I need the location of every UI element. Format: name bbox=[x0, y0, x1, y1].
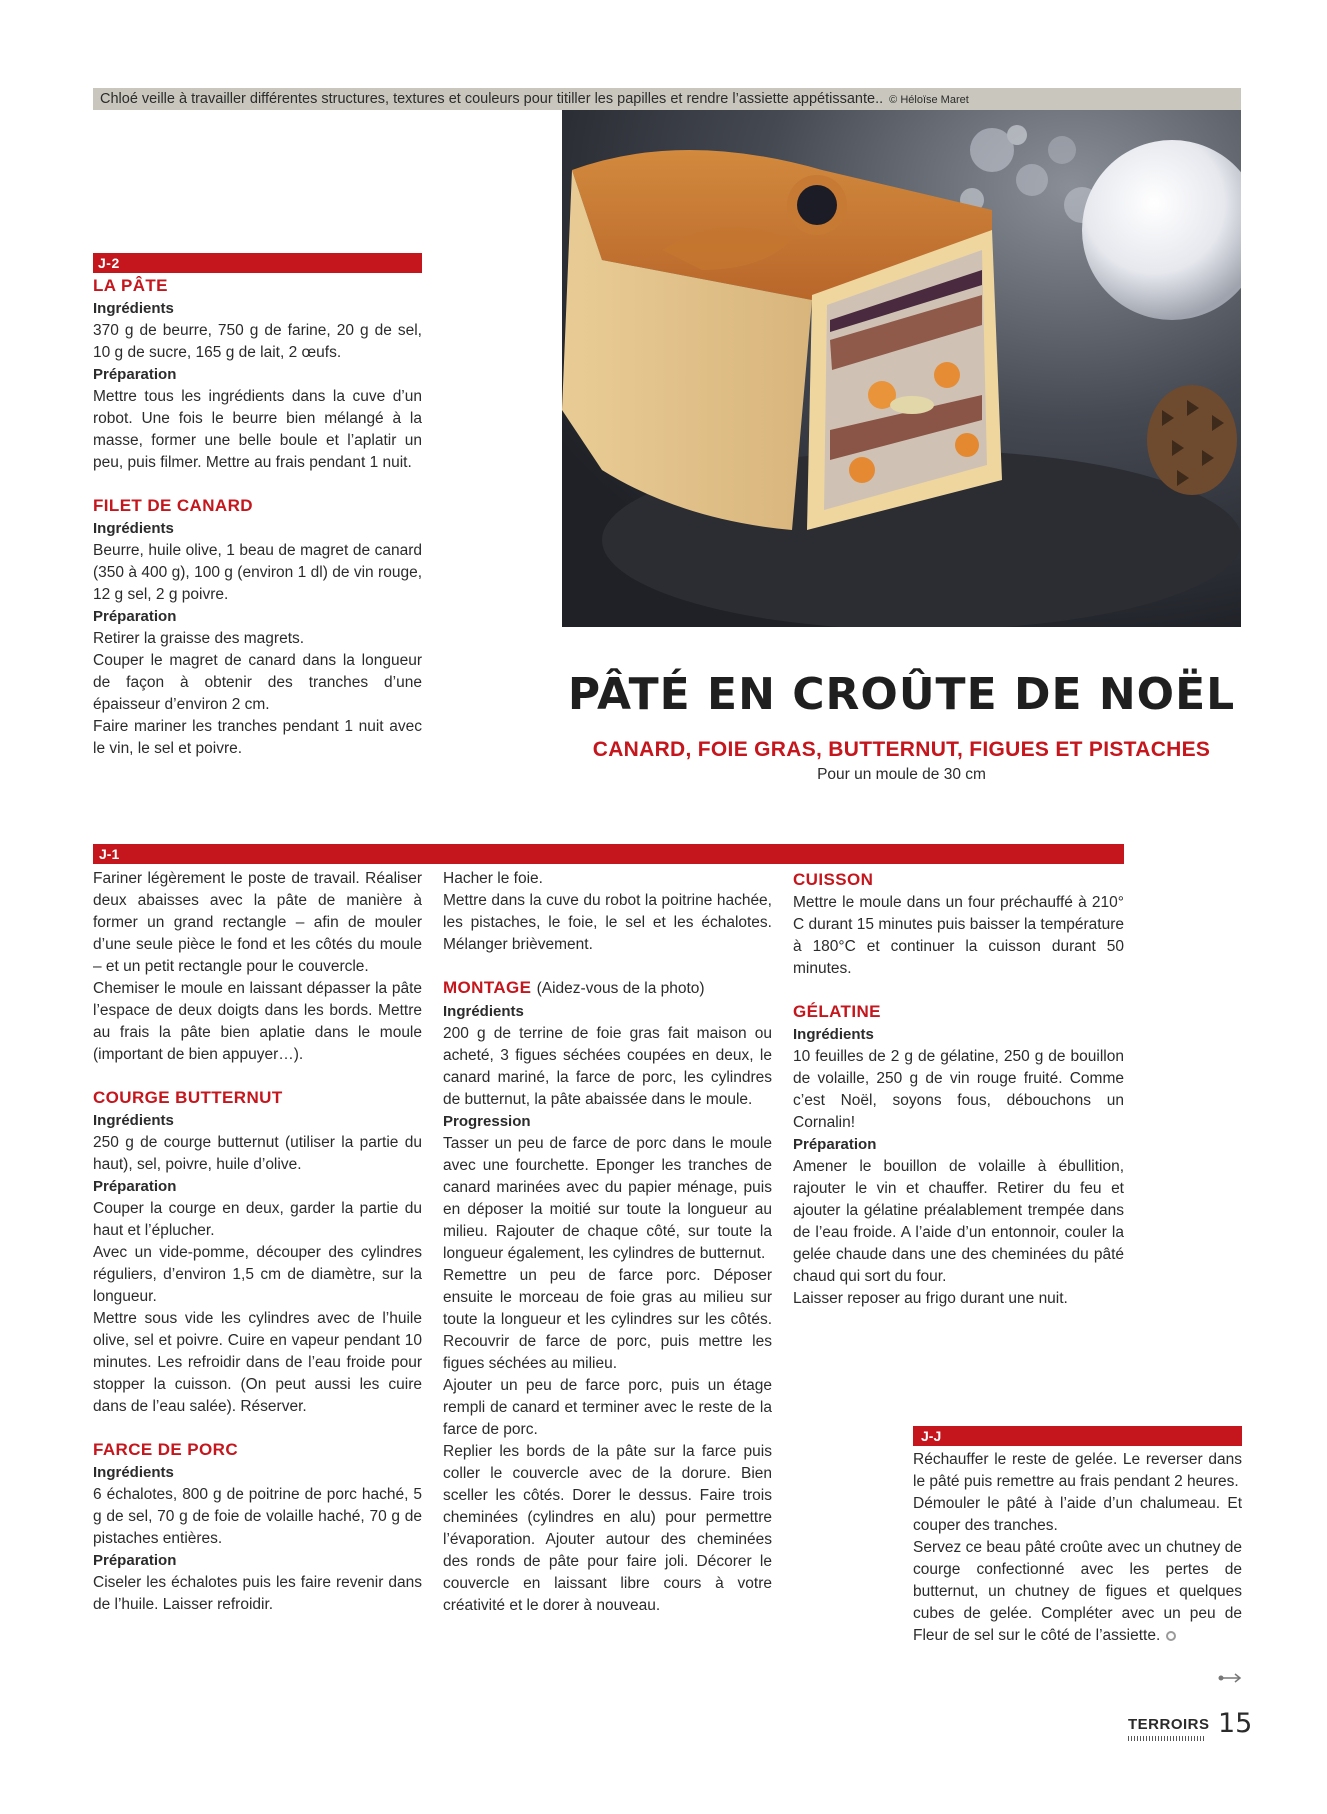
montage-note: (Aidez-vous de la photo) bbox=[536, 980, 705, 997]
j2-bar: J-2 bbox=[93, 253, 422, 273]
pate-photo bbox=[562, 110, 1241, 627]
montage-progression-label: Progression bbox=[443, 1113, 531, 1130]
pate-preparation: Mettre tous les ingrédients dans la cuve d’un robot. Une fois le beurre bien mélangé à la masse, former une belle boule et l’aplatir un peu, puis filmer. Mettre au frais pendant 1 nuit. bbox=[93, 388, 422, 471]
farce-ingredients-label: Ingrédients bbox=[93, 1464, 174, 1481]
farce-preparation-label: Préparation bbox=[93, 1552, 177, 1569]
farce-prep-1: Ciseler les échalotes puis les faire revenir dans de l’huile. Laisser refroidir. bbox=[93, 1574, 422, 1613]
arrow-right-icon bbox=[1218, 1672, 1242, 1684]
jj-bar: J-J bbox=[913, 1426, 1242, 1446]
gelatine-preparation-label: Préparation bbox=[793, 1136, 877, 1153]
courge-prep-1: Couper la courge en deux, garder la partie du haut et l’éplucher. bbox=[93, 1200, 422, 1239]
footer-rule bbox=[1128, 1736, 1206, 1741]
jj-text-3 bbox=[913, 1537, 1242, 1647]
j1-column-c bbox=[793, 868, 1124, 1310]
montage-title: MONTAGE bbox=[443, 978, 532, 997]
montage-ingredients-label: Ingrédients bbox=[443, 1003, 524, 1020]
cuisson-text: Mettre le moule dans un four préchauffé à 210° C durant 15 minutes puis baisser la température à 180°C et continuer la cuisson durant 50 minutes. bbox=[793, 894, 1124, 977]
page-number: 15 bbox=[1218, 1708, 1253, 1739]
jj-text-3-body: Servez ce beau pâté croûte avec un chutney de courge confectionné avec les pertes de butternut, un chutney de figues et quelques cubes de gelée. Compléter avec un peu de Fleur de sel sur le côté de l’assiette. bbox=[913, 1539, 1242, 1644]
farce-ingredients: 6 échalotes, 800 g de poitrine de porc haché, 5 g de sel, 70 g de foie de volaille haché, 70 g de pistaches entières. bbox=[93, 1486, 422, 1547]
canard-ingredients: Beurre, huile olive, 1 beau de magret de canard (350 à 400 g), 100 g (environ 1 dl) de vin rouge, 12 g sel, 2 g poivre. bbox=[93, 542, 422, 603]
courge-preparation-label: Préparation bbox=[93, 1178, 177, 1195]
pate-heading: LA PÂTE bbox=[93, 276, 168, 295]
photo-caption bbox=[93, 88, 1241, 110]
gelatine-ingredients: 10 feuilles de 2 g de gélatine, 250 g de bouillon de volaille, 250 g de vin rouge fruité. Comme c’est Noël, soyons fous, débouchons un Cornalin! bbox=[793, 1048, 1124, 1131]
j1-intro-1: Fariner légèrement le poste de travail. Réaliser deux abaisses avec la pâte de manière à former un grand rectangle – afin de mouler d’une seule pièce le fond et les côtés du moule – et un petit rectangle pour le couvercle. bbox=[93, 870, 422, 975]
farce-heading: FARCE DE PORC bbox=[93, 1440, 238, 1459]
farce-prep-2: Hacher le foie. bbox=[443, 870, 543, 887]
pate-ingredients: 370 g de beurre, 750 g de farine, 20 g de sel, 10 g de sucre, 165 g de lait, 2 œufs. bbox=[93, 322, 422, 361]
courge-prep-2: Avec un vide-pomme, découper des cylindres réguliers, d’environ 1,5 cm de diamètre, sur la longueur. bbox=[93, 1244, 422, 1305]
jj-text-2: Démouler le pâté à l’aide d’un chalumeau. Et couper des tranches. bbox=[913, 1495, 1242, 1534]
montage-prog-2: Remettre un peu de farce porc. Déposer ensuite le morceau de foie gras au milieu sur toute la longueur et les cylindres sur les côtés. Recouvrir de farce de porc, puis mettre les figues séchées au milieu. bbox=[443, 1267, 772, 1372]
cuisson-heading: CUISSON bbox=[793, 870, 874, 889]
canard-prep-3: Faire mariner les tranches pendant 1 nuit avec le vin, le sel et poivre. bbox=[93, 718, 422, 757]
montage-heading bbox=[443, 976, 772, 1001]
farce-prep-3: Mettre dans la cuve du robot la poitrine hachée, les pistaches, le foie, le sel et les échalotes. Mélanger brièvement. bbox=[443, 892, 772, 953]
j2-column bbox=[93, 253, 422, 760]
courge-ingredients-label: Ingrédients bbox=[93, 1112, 174, 1129]
recipe-subtitle: CANARD, FOIE GRAS, BUTTERNUT, FIGUES ET PISTACHES bbox=[592, 738, 1211, 761]
page-footer bbox=[1120, 1708, 1253, 1744]
montage-prog-4: Replier les bords de la pâte sur la farce puis coller le couvercle avec de la dorure. Bien sceller les côtés. Dorer le dessus. Faire trois cheminées (cylindres en alu) pour permettre l’évaporation. Ajouter autour des cheminées des ronds de pâte pour faire joli. Décorer le couvercle en laissant libre cours à votre créativité et le dorer à nouveau. bbox=[443, 1443, 772, 1614]
canard-prep-1: Retirer la graisse des magrets. bbox=[93, 630, 305, 647]
gelatine-ingredients-label: Ingrédients bbox=[793, 1026, 874, 1043]
pate-preparation-label: Préparation bbox=[93, 366, 177, 383]
montage-prog-3: Ajouter un peu de farce porc, puis un étage rempli de canard et terminer avec le reste de la farce de porc. bbox=[443, 1377, 772, 1438]
jj-column bbox=[913, 1449, 1242, 1647]
gelatine-prep-2: Laisser reposer au frigo durant une nuit. bbox=[793, 1290, 1068, 1307]
canard-preparation-label: Préparation bbox=[93, 608, 177, 625]
canard-heading: FILET DE CANARD bbox=[93, 496, 253, 515]
gelatine-prep-1: Amener le bouillon de volaille à ébullition, rajouter le vin et chauffer. Retirer du feu et ajouter la gélatine préalablement trempée dans de l’eau froide. A l’aide d’un entonnoir, couler la gelée chaude dans une des cheminées du pâté chaud qui sort du four. bbox=[793, 1158, 1124, 1285]
j1-bar: J-1 bbox=[93, 844, 1124, 864]
pate-ingredients-label: Ingrédients bbox=[93, 300, 174, 317]
courge-ingredients: 250 g de courge butternut (utiliser la partie du haut), sel, poivre, huile d’olive. bbox=[93, 1134, 422, 1173]
montage-ingredients: 200 g de terrine de foie gras fait maison ou acheté, 3 figues séchées coupées en deux, le canard mariné, la farce de porc, les cylindres de butternut, la pâte abaissée dans le moule. bbox=[443, 1025, 772, 1108]
montage-prog-1: Tasser un peu de farce de porc dans le moule avec une fourchette. Eponger les tranches de canard marinées avec du papier ménage, puis en déposer la moitié sur toute la longueur au milieu. Rajouter de chaque côté, sur toute la longueur également, les cylindres de butternut. bbox=[443, 1135, 772, 1262]
magazine-name: TERROIRS bbox=[1128, 1716, 1210, 1733]
mold-note: Pour un moule de 30 cm bbox=[817, 766, 986, 783]
gelatine-heading: GÉLATINE bbox=[793, 1002, 881, 1021]
j1-column-a bbox=[93, 868, 422, 1616]
canard-ingredients-label: Ingrédients bbox=[93, 520, 174, 537]
j1-intro-2: Chemiser le moule en laissant dépasser la pâte l’espace de deux doigts dans les bords. Mettre au frais la pâte bien aplatie dans le moule (important de bien appuyer…). bbox=[93, 980, 422, 1063]
canard-prep-2: Couper le magret de canard dans la longueur de façon à obtenir des tranches d’une épaisseur d’environ 2 cm. bbox=[93, 652, 422, 713]
courge-heading: COURGE BUTTERNUT bbox=[93, 1088, 283, 1107]
caption-text: Chloé veille à travailler différentes structures, textures et couleurs pour titiller les papilles et rendre l’assiette appétissante.. bbox=[100, 91, 888, 107]
j1-column-b bbox=[443, 868, 772, 1617]
jj-text-1: Réchauffer le reste de gelée. Le reverser dans le pâté puis remettre au frais pendant 2 heures. bbox=[913, 1451, 1242, 1490]
recipe-title: PÂTÉ EN CROÛTE DE NOËL bbox=[567, 669, 1236, 720]
photo-credit: © Héloïse Maret bbox=[889, 94, 969, 106]
circle-end-icon bbox=[1166, 1631, 1176, 1641]
courge-prep-3: Mettre sous vide les cylindres avec de l’huile olive, sel et poivre. Cuire en vapeur pendant 10 minutes. Les refroidir dans de l’eau froide pour stopper la cuisson. (On peut aussi les cuire dans de l’eau salée). Réserver. bbox=[93, 1310, 422, 1415]
